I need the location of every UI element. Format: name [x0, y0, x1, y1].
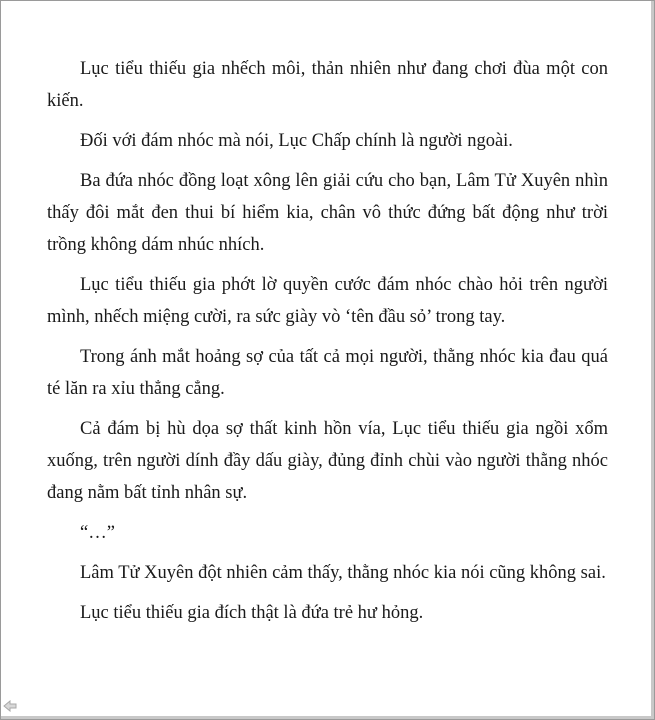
paragraph-1: Lục tiểu thiếu gia nhếch môi, thản nhiên như đang chơi đùa một con kiến. — [47, 59, 608, 111]
paragraph-6: Cả đám bị hù dọa sợ thất kinh hồn vía, Lục tiểu thiếu gia ngồi xổm xuống, trên người dính đầy dấu giày, đủng đỉnh chùi vào người thằng nhóc đang nằm bất tỉnh nhân sự. — [47, 419, 608, 503]
paragraph-5: Trong ánh mắt hoảng sợ của tất cả mọi người, thằng nhóc kia đau quá té lăn ra xỉu thẳng cẳng. — [47, 347, 608, 399]
paragraph-8: Lâm Tử Xuyên đột nhiên cảm thấy, thằng nhóc kia nói cũng không sai. — [80, 563, 606, 583]
document-body — [47, 53, 608, 637]
paragraph-7: “…” — [80, 523, 115, 543]
paragraph-2: Đối với đám nhóc mà nói, Lục Chấp chính là người ngoài. — [80, 131, 513, 151]
paragraph-4: Lục tiểu thiếu gia phớt lờ quyền cước đám nhóc chào hỏi trên người mình, nhếch miệng cười, ra sức giày vò ‘tên đầu sỏ’ trong tay. — [47, 275, 608, 327]
paragraph-9: Lục tiểu thiếu gia đích thật là đứa trẻ hư hỏng. — [80, 603, 424, 623]
left-arrow-icon[interactable] — [3, 699, 17, 711]
paragraph-3: Ba đứa nhóc đồng loạt xông lên giải cứu cho bạn, Lâm Tử Xuyên nhìn thấy đôi mắt đen thui bí hiểm kia, chân vô thức đứng bất động như trời trồng không dám nhúc nhích. — [47, 171, 608, 255]
